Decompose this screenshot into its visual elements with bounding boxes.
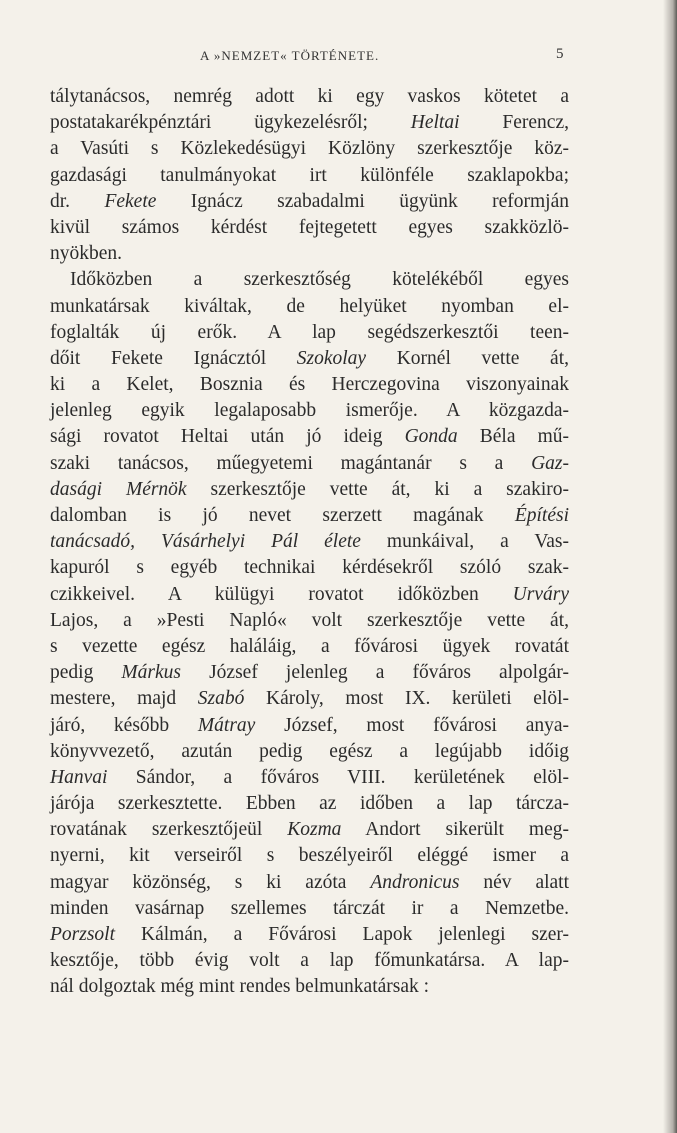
italic-run: Mátray [197,714,256,736]
text-line [50,529,569,555]
text-run: járó, később [50,714,198,736]
text-line [50,110,569,136]
text-run: szerkesztője vette át, ki a szakiro- [186,478,569,500]
text-line [50,503,569,529]
text-line [50,870,569,896]
text-line [50,791,569,817]
text-line [50,346,569,372]
text-line [50,660,569,686]
text-run: Károly, most IX. kerületi elöl- [244,688,569,710]
text-run: Ferencz, [459,112,569,134]
text-line [50,267,569,293]
text-line [50,608,569,634]
italic-run: dasági Mérnök [50,478,187,500]
text-run: dalomban is jó nevet szerzett magának [50,505,515,526]
text-run: munkáival, a Vas- [360,531,569,553]
text-run: könyvvezető, azután pedig egész a legújabb időig [50,740,569,762]
text-line [50,555,569,581]
text-line [50,896,569,922]
text-line [50,686,569,712]
text-run: dr. [50,190,105,212]
text-line [50,136,569,162]
text-line [50,477,569,503]
text-run: Béla mű- [457,426,569,448]
text-run: czikkeivel. A külügyi rovatot időközben [50,583,513,605]
text-run: nyökben. [50,243,123,265]
text-run: s vezette egész haláláig, a fővárosi ügyek rovatát [50,635,569,657]
italic-run: Urváry [512,583,569,605]
text-run: dőit Fekete Ignácztól [50,347,297,369]
italic-run: Porzsolt [50,924,116,945]
text-line [50,294,569,320]
running-header: A »NEMZET« TÖRTÉNETE. [200,48,380,63]
text-line [50,843,569,869]
text-run: Lajos, a »Pesti Napló« volt szerkesztője vette át, [50,609,569,631]
text-run: postatakarékpénztári ügykezelésről; [50,112,411,134]
page-edge-shadow [663,0,677,1133]
text-line [50,713,569,739]
text-run: foglalták új erők. A lap segédszerkesztői teen- [50,321,569,343]
italic-run: Márkus [121,662,181,684]
text-run: József, most fővárosi anya- [255,714,570,736]
text-run: József jelenleg a főváros alpolgár- [181,662,570,684]
body-text [50,84,569,1001]
text-run: Időközben a szerkesztőség kötelékéből egyes [70,269,569,291]
text-line [50,948,569,974]
text-run: ki a Kelet, Bosznia és Herczegovina viszonyainak [50,374,569,396]
text-run: kapuról s egyéb technikai kérdésekről szóló szak- [50,557,569,579]
italic-run: Kozma [287,819,342,841]
text-line [50,84,569,110]
text-run: sági rovatot Heltai után jó ideig [50,426,405,448]
page-number: 5 [556,46,564,62]
text-run: tálytanácsos, nemrég adott ki egy vaskos kötetet a [50,86,569,107]
text-run: nyerni, kit verseiről s beszélyeiről eléggé ismer a [50,845,569,867]
text-run: munkatársak kiváltak, de helyüket nyomban el- [50,295,569,317]
text-run: rovatának szerkesztőjeül [50,819,288,841]
text-line [50,241,569,267]
italic-run: Heltai [410,112,460,134]
text-line [50,922,569,948]
text-run: gazdasági tanulmányokat irt különféle szaklapokba; [50,164,569,186]
text-line [50,634,569,660]
italic-run: Gaz- [531,452,569,474]
italic-run: Hanvai [50,766,108,788]
text-run: Sándor, a főváros VIII. kerületének elöl- [107,766,569,788]
text-run: minden vasárnap szellemes tárczát ir a Nemzetbe. [50,897,569,919]
text-run: magyar közönség, s ki azóta [50,871,371,893]
text-run: Kornél vette át, [366,347,569,369]
italic-run: Gonda [404,426,458,448]
text-run: jelenleg egyik legalaposabb ismerője. A közgazda- [50,400,569,422]
text-run: kesztője, több évig volt a lap főmunkatársa. A lap- [50,950,569,972]
italic-run: Szabó [197,688,245,710]
text-line [50,817,569,843]
italic-run: Építési [514,505,569,526]
italic-run: Szokolay [296,347,367,369]
text-line [50,320,569,346]
text-run: Kálmán, a Fővárosi Lapok jelenlegi szer- [115,924,569,945]
text-line [50,189,569,215]
text-run: szaki tanácsos, műegyetemi magántanár s a [50,452,532,474]
text-line [50,163,569,189]
text-line [50,215,569,241]
text-run: Andort sikerült meg- [341,819,569,841]
text-run: pedig [50,662,122,684]
text-run: a Vasúti s Közlekedésügyi Közlöny szerkesztője köz- [50,138,569,160]
text-run: mestere, majd [50,688,198,710]
italic-run: tanácsadó, Vásárhelyi Pál élete [50,531,361,553]
text-line [50,424,569,450]
text-line [50,451,569,477]
text-line [50,739,569,765]
text-line [50,372,569,398]
text-run: kivül számos kérdést fejtegetett egyes szakközlö- [50,216,569,238]
text-line [50,398,569,424]
italic-run: Fekete [104,190,157,212]
italic-run: Andronicus [370,871,460,893]
text-run: név alatt [459,871,570,893]
text-run: járója szerkesztette. Ebben az időben a lap tárcza- [50,793,569,815]
text-line [50,974,569,1000]
text-line [50,765,569,791]
text-line [50,582,569,608]
text-run: nál dolgoztak még mint rendes belmunkatársak : [50,976,430,998]
text-run: Ignácz szabadalmi ügyünk reformján [156,190,569,212]
